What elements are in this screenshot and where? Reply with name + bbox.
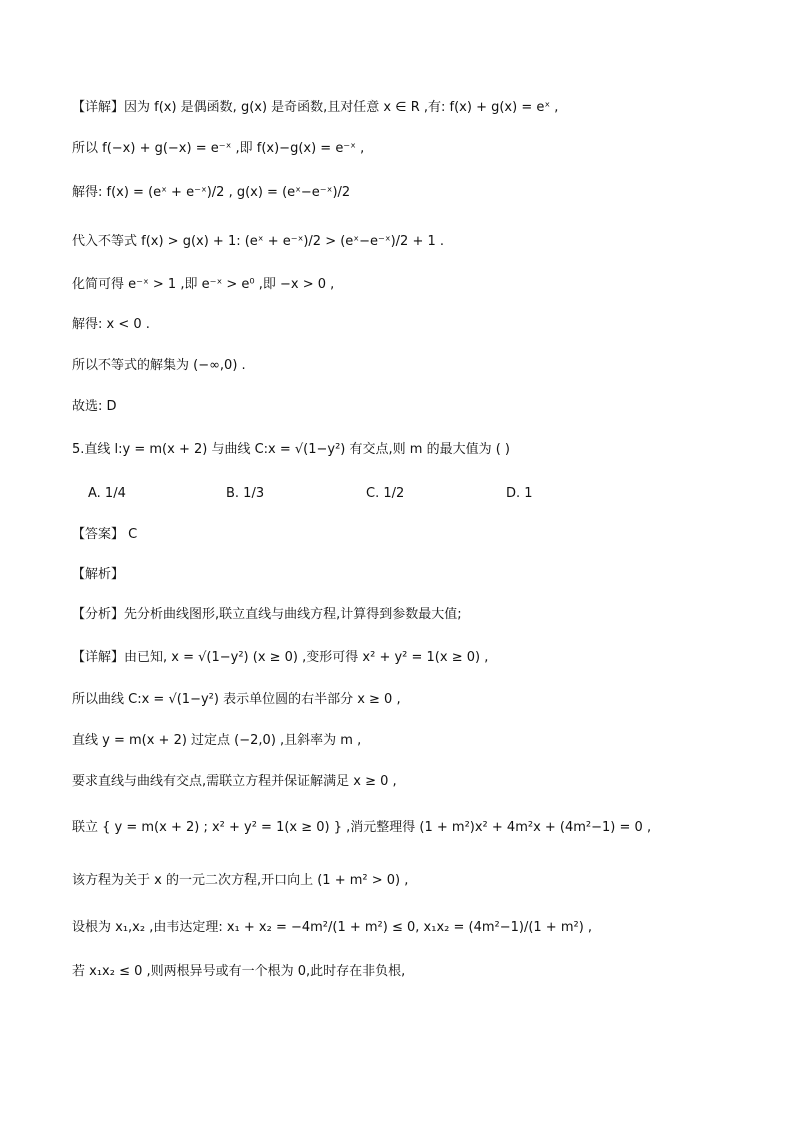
choice-b: B. 1/3 — [226, 486, 265, 501]
line-5: 化简可得 e⁻ˣ > 1 ,即 e⁻ˣ > e⁰ ,即 −x > 0 , — [72, 277, 335, 292]
answer-line: 【答案】 C — [72, 527, 138, 542]
choice-c: C. 1/2 — [366, 486, 405, 501]
detail-line-6: 该方程为关于 x 的一元二次方程,开口向上 (1 + m² > 0) , — [72, 873, 409, 888]
detail-line-5: 联立 { y = m(x + 2) ; x² + y² = 1(x ≥ 0) } ,消元整理得 (1 + m²)x² + 4m²x + (4m²−1) = 0 , — [72, 820, 652, 835]
line-8: 故选: D — [72, 399, 117, 414]
choice-a: A. 1/4 — [88, 486, 126, 501]
line-3: 解得: f(x) = (eˣ + e⁻ˣ)/2 , g(x) = (eˣ−e⁻ˣ)/2 — [72, 185, 351, 200]
detail-line-2: 所以曲线 C:x = √(1−y²) 表示单位圆的右半部分 x ≥ 0 , — [72, 692, 401, 707]
line-7: 所以不等式的解集为 (−∞,0) . — [72, 358, 246, 373]
detail-line-3: 直线 y = m(x + 2) 过定点 (−2,0) ,且斜率为 m , — [72, 733, 362, 748]
analysis-heading: 【解析】 — [72, 567, 125, 582]
line-1: 【详解】因为 f(x) 是偶函数, g(x) 是奇函数,且对任意 x ∈ R ,有: f(x) + g(x) = eˣ , — [72, 100, 559, 115]
question-5: 5.直线 l:y = m(x + 2) 与曲线 C:x = √(1−y²) 有交点,则 m 的最大值为 ( ) — [72, 442, 510, 457]
analysis-line: 【分析】先分析曲线图形,联立直线与曲线方程,计算得到参数最大值; — [72, 607, 462, 622]
detail-line-4: 要求直线与曲线有交点,需联立方程并保证解满足 x ≥ 0 , — [72, 774, 397, 789]
choice-d: D. 1 — [506, 486, 533, 501]
detail-line-1: 【详解】由已知, x = √(1−y²) (x ≥ 0) ,变形可得 x² + y² = 1(x ≥ 0) , — [72, 650, 489, 665]
line-2: 所以 f(−x) + g(−x) = e⁻ˣ ,即 f(x)−g(x) = e⁻ˣ , — [72, 141, 365, 156]
line-4: 代入不等式 f(x) > g(x) + 1: (eˣ + e⁻ˣ)/2 > (eˣ−e⁻ˣ)/2 + 1 . — [72, 234, 445, 249]
line-6: 解得: x < 0 . — [72, 317, 150, 332]
detail-line-7: 设根为 x₁,x₂ ,由韦达定理: x₁ + x₂ = −4m²/(1 + m²) ≤ 0, x₁x₂ = (4m²−1)/(1 + m²) , — [72, 920, 593, 935]
detail-line-8: 若 x₁x₂ ≤ 0 ,则两根异号或有一个根为 0,此时存在非负根, — [72, 964, 406, 979]
